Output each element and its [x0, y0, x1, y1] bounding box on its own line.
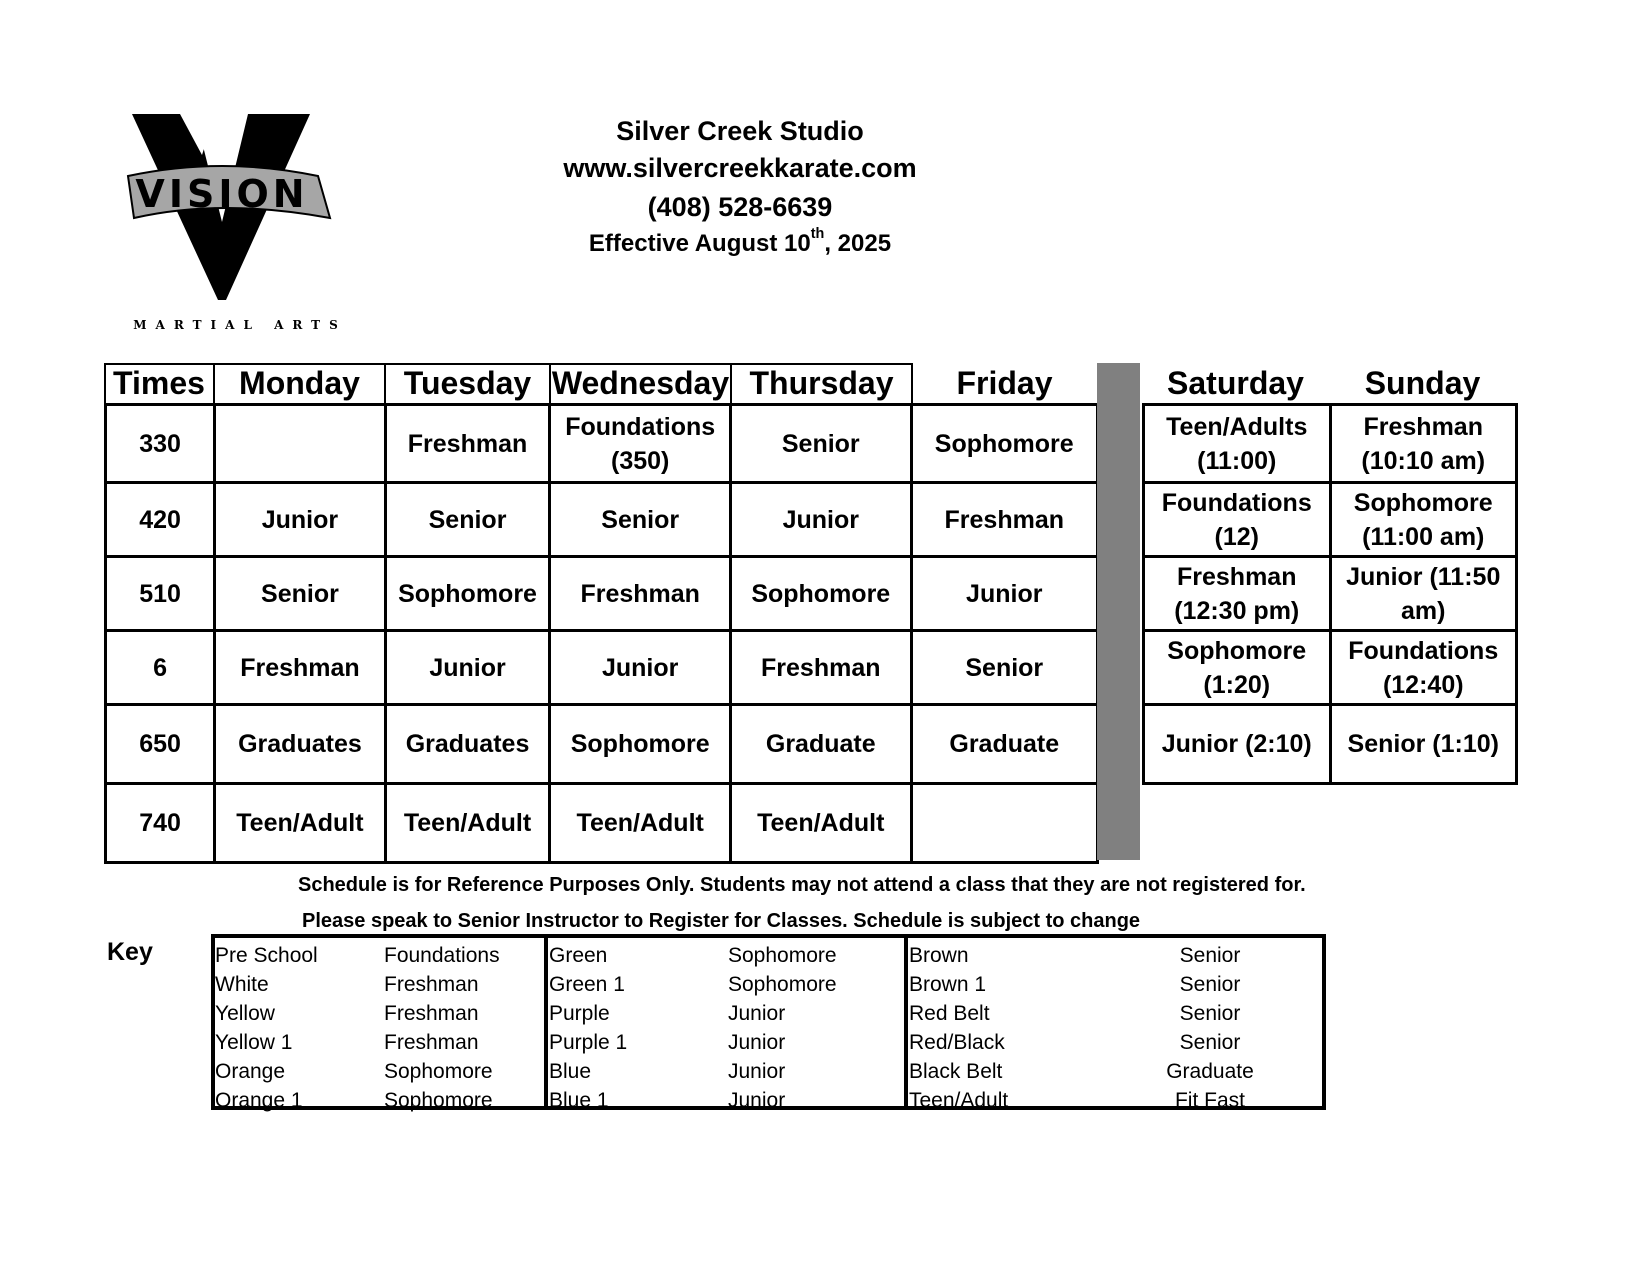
saturday-class-cell: Sophomore (1:20) — [1144, 631, 1331, 705]
studio-name: Silver Creek Studio — [616, 116, 864, 146]
column-header-saturday: Saturday — [1167, 365, 1304, 401]
class-cell: Junior — [911, 557, 1097, 631]
time-cell: 510 — [106, 557, 215, 631]
class-cell: Sophomore — [385, 557, 550, 631]
list-item: Graduate — [1166, 1060, 1254, 1083]
time-cell: 330 — [106, 405, 215, 483]
key-belts-group-3 — [909, 941, 1008, 1115]
time-cell: 740 — [106, 784, 215, 863]
vision-logo-icon — [120, 110, 360, 340]
table-row — [1144, 405, 1517, 483]
list-item: Brown 1 — [909, 973, 987, 996]
class-cell: Senior — [731, 405, 912, 483]
logo-word: VISION — [135, 172, 309, 216]
class-cell: Teen/Adult — [550, 784, 731, 863]
table-row — [106, 784, 1098, 863]
class-cell: Freshman — [911, 483, 1097, 557]
class-cell: Teen/Adult — [731, 784, 912, 863]
class-cell: Graduate — [731, 705, 912, 784]
list-item: Black Belt — [909, 1060, 1003, 1083]
column-header-sunday: Sunday — [1364, 365, 1481, 401]
sunday-class-cell: Freshman (10:10 am) — [1330, 405, 1517, 483]
list-item: Brown — [909, 944, 969, 967]
list-item: Sophomore — [728, 944, 837, 967]
list-item: Junior — [728, 1002, 786, 1025]
list-item: Purple — [549, 1002, 610, 1025]
class-cell: Senior — [911, 631, 1097, 705]
list-item: Fit Fast — [1174, 1089, 1245, 1112]
class-cell: Sophomore — [911, 405, 1097, 483]
key-levels-group-3 — [1150, 941, 1270, 1115]
list-item: Red/Black — [909, 1031, 1005, 1054]
column-header-wednesday: Wednesday — [551, 365, 730, 401]
list-item: Senior — [1179, 1002, 1241, 1025]
table-row — [106, 705, 1098, 784]
list-item: Blue — [549, 1060, 592, 1083]
class-cell: Junior — [550, 631, 731, 705]
schedule-note-reference: Schedule is for Reference Purposes Only. Students may not attend a class that they are not registered for. — [298, 874, 1306, 896]
list-item: Blue 1 — [549, 1089, 609, 1112]
list-item: Senior — [1179, 944, 1241, 967]
key-divider — [544, 934, 548, 1110]
saturday-class-cell: Foundations (12) — [1144, 483, 1331, 557]
list-item: Senior — [1179, 1031, 1241, 1054]
time-cell: 650 — [106, 705, 215, 784]
list-item: Junior — [728, 1031, 786, 1054]
class-cell: Freshman — [385, 405, 550, 483]
saturday-class-cell: Teen/Adults (11:00) — [1144, 405, 1331, 483]
class-cell: Senior — [385, 483, 550, 557]
time-cell: 6 — [106, 631, 215, 705]
sunday-class-cell: Foundations (12:40) — [1330, 631, 1517, 705]
class-cell — [911, 784, 1097, 863]
key-levels-group-1 — [384, 941, 500, 1115]
studio-website: www.silvercreekkarate.com — [563, 153, 917, 183]
class-cell: Freshman — [550, 557, 731, 631]
class-cell: Teen/Adult — [215, 784, 385, 863]
saturday-class-cell: Freshman (12:30 pm) — [1144, 557, 1331, 631]
list-item: Sophomore — [384, 1060, 493, 1083]
sunday-class-cell: Senior (1:10) — [1330, 705, 1517, 784]
sunday-class-cell: Sophomore (11:00 am) — [1330, 483, 1517, 557]
saturday-class-cell: Junior (2:10) — [1144, 705, 1331, 784]
list-item: Freshman — [384, 1002, 479, 1025]
table-row — [1144, 557, 1517, 631]
table-row — [106, 557, 1098, 631]
list-item: Freshman — [384, 1031, 479, 1054]
class-cell: Freshman — [731, 631, 912, 705]
list-item: Yellow 1 — [215, 1031, 293, 1054]
list-item: Yellow — [215, 1002, 275, 1025]
studio-phone: (408) 528-6639 — [647, 192, 833, 222]
schedule-note-register: Please speak to Senior Instructor to Register for Classes. Schedule is subject to change — [302, 910, 1141, 932]
list-item: Red Belt — [909, 1002, 990, 1025]
table-row — [106, 405, 1098, 483]
table-row — [1144, 483, 1517, 557]
table-row — [1144, 631, 1517, 705]
table-row — [1144, 705, 1517, 784]
key-levels-group-2 — [728, 941, 837, 1115]
list-item: Pre School — [215, 944, 318, 967]
class-cell: Sophomore — [731, 557, 912, 631]
list-item: Sophomore — [384, 1089, 493, 1112]
key-belts-group-2 — [549, 941, 627, 1115]
list-item: Green 1 — [549, 973, 625, 996]
list-item: Orange — [215, 1060, 286, 1083]
list-item: Foundations — [384, 944, 500, 967]
list-item: Orange 1 — [215, 1089, 303, 1112]
class-cell: Junior — [385, 631, 550, 705]
effective-date: Effective August 10th, 2025 — [588, 226, 892, 257]
class-cell: Graduate — [911, 705, 1097, 784]
table-row — [106, 483, 1098, 557]
class-cell: Junior — [731, 483, 912, 557]
list-item: Senior — [1179, 973, 1241, 996]
column-header-monday: Monday — [239, 365, 360, 401]
key-belts-group-1 — [215, 941, 318, 1115]
list-item: Teen/Adult — [909, 1089, 1009, 1112]
list-item: Sophomore — [728, 973, 837, 996]
class-cell: Foundations (350) — [550, 405, 731, 483]
key-label: Key — [107, 938, 153, 966]
logo-subtitle: MARTIAL ARTS — [133, 318, 347, 332]
class-cell: Senior — [550, 483, 731, 557]
column-header-tuesday: Tuesday — [403, 365, 532, 401]
list-item: Green — [549, 944, 608, 967]
list-item: Junior — [728, 1089, 786, 1112]
column-header-times: Times — [113, 365, 205, 401]
weekend-schedule-table — [1142, 403, 1518, 785]
list-item: Junior — [728, 1060, 786, 1083]
list-item: Freshman — [384, 973, 479, 996]
class-cell: Senior — [215, 557, 385, 631]
column-header-friday: Friday — [956, 365, 1053, 401]
class-cell: Freshman — [215, 631, 385, 705]
class-cell: Sophomore — [550, 705, 731, 784]
time-cell: 420 — [106, 483, 215, 557]
sunday-class-cell: Junior (11:50 am) — [1330, 557, 1517, 631]
class-cell — [215, 405, 385, 483]
class-cell: Teen/Adult — [385, 784, 550, 863]
list-item: White — [215, 973, 269, 996]
list-item: Purple 1 — [549, 1031, 628, 1054]
class-cell: Graduates — [385, 705, 550, 784]
table-row — [106, 631, 1098, 705]
weekday-schedule-table — [104, 403, 1099, 864]
column-header-thursday: Thursday — [749, 365, 894, 401]
class-cell: Junior — [215, 483, 385, 557]
class-cell: Graduates — [215, 705, 385, 784]
key-divider — [904, 934, 908, 1110]
weekend-divider-bar — [1097, 363, 1140, 860]
